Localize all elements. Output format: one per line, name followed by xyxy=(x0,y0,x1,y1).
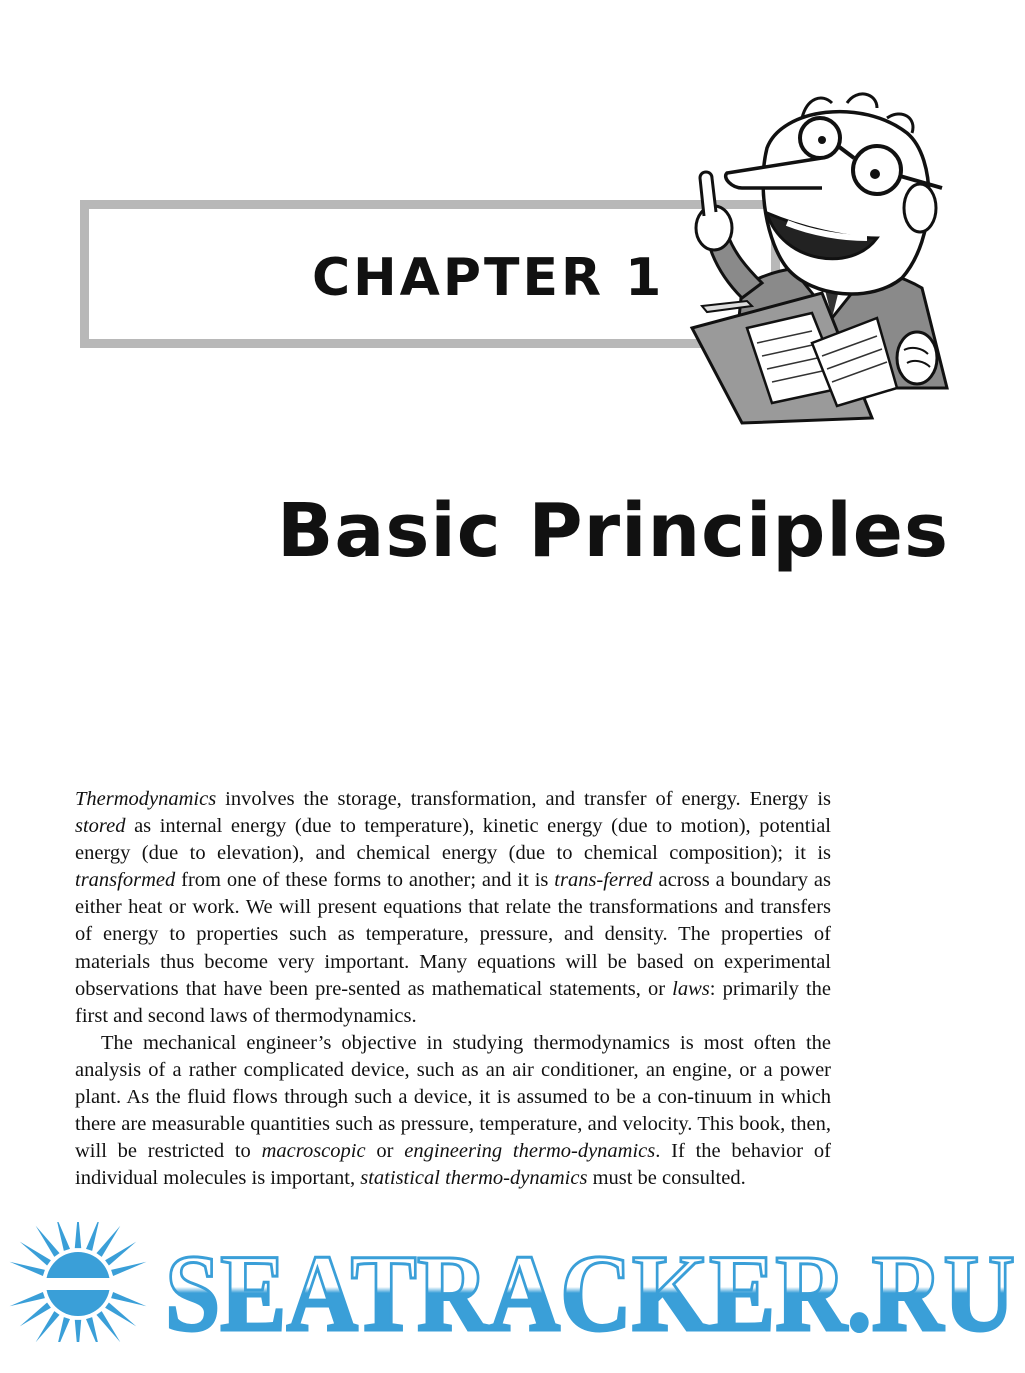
term: transformed xyxy=(75,869,176,892)
paragraph-1 xyxy=(75,786,831,1030)
term: engineering thermo-dynamics xyxy=(404,1140,656,1163)
text-run: must be consulted. xyxy=(587,1167,746,1190)
body-text xyxy=(75,786,831,1192)
chapter-title: Basic Principles xyxy=(277,488,949,574)
text-run: involves the storage, transformation, and transfer of energy. Energy is xyxy=(216,788,831,810)
text-run: : primarily the first and second laws of thermodynamics. xyxy=(75,977,831,1027)
term: stored xyxy=(75,815,126,838)
watermark xyxy=(0,1222,1025,1342)
text-run: as internal energy (due to temperature), kinetic energy (due to motion), potential energy (due to elevation), and chemical energy (due to chemical composition); it is xyxy=(75,815,831,865)
term: laws xyxy=(672,977,710,1000)
text-run: The mechanical engineer’s objective in studying thermodynamics is most often the analysis of a rather complicated device, such as an air conditioner, an engine, or a power plant. As the fluid flows through such a device, it is assumed to be a con-tinuum in which there are measurable quantities such as pressure, temperature, and velocity. This book, then, will be restricted to xyxy=(75,1031,831,1163)
text-run: across a boundary as either heat or work. We will present equations that relate the transformations and transfers of energy to properties such as temperature, pressure, and density. The properties of materials thus become very important. Many equations will be based on experimental observations that have been pre-sented as mathematical statements, or xyxy=(75,869,831,1000)
term: statistical thermo-dynamics xyxy=(360,1167,588,1190)
term: Thermodynamics xyxy=(75,788,217,810)
sun-logo-icon xyxy=(6,1222,150,1342)
text-run: . If the behavior of individual molecules is important, xyxy=(75,1140,831,1190)
chapter-label: CHAPTER 1 xyxy=(312,248,665,308)
term: trans-ferred xyxy=(554,869,653,892)
paragraph-2 xyxy=(75,1030,831,1193)
term: macroscopic xyxy=(261,1140,366,1163)
text-run: or xyxy=(365,1140,405,1163)
text-run: from one of these forms to another; and it is xyxy=(175,869,555,892)
professor-cartoon-icon xyxy=(672,88,962,428)
watermark-text: SEATRACKER.RU xyxy=(165,1232,1015,1342)
